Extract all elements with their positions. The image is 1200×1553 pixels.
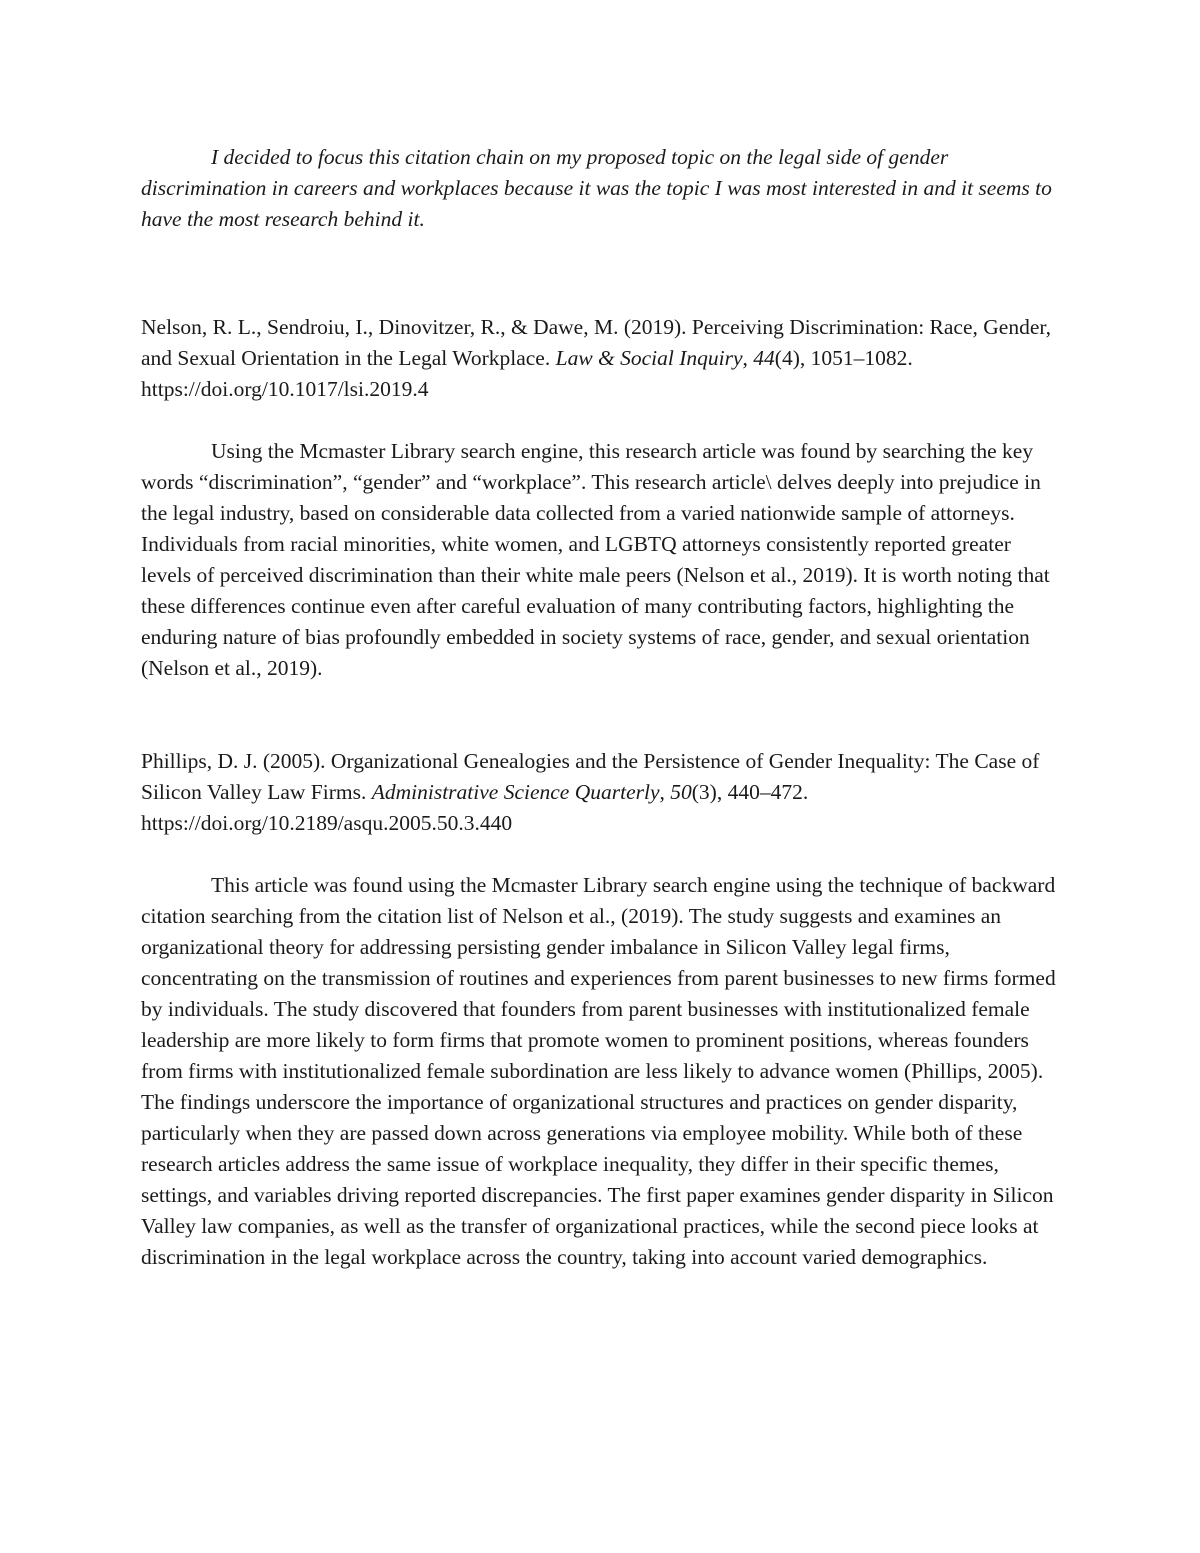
citation-authors-title: Phillips, D. J. (2005). Organizational Genealogies and the Persistence of Gender Inequality: The Case of Silicon Valley Law Firms.	[141, 749, 1040, 804]
citation-nelson-2019	[141, 312, 1061, 405]
citation-journal: Administrative Science Quarterly	[371, 780, 660, 804]
citation-phillips-2005	[141, 746, 1061, 839]
citation-issue-pages-doi: (3), 440–472. https://doi.org/10.2189/asqu.2005.50.3.440	[141, 780, 809, 835]
citation-volume: 50	[670, 780, 692, 804]
citation-issue-pages-doi: (4), 1051–1082. https://doi.org/10.1017/lsi.2019.4	[141, 346, 913, 401]
citation-volume: 44	[753, 346, 775, 370]
document-body	[141, 142, 1061, 1273]
citation-journal: Law & Social Inquiry	[555, 346, 743, 370]
citation-separator: ,	[742, 346, 754, 370]
annotation-phillips-2005: This article was found using the Mcmaster Library search engine using the technique of backward citation searching from the citation list of Nelson et al., (2019). The study suggests and examines an organizational theory for addressing persisting gender imbalance in Silicon Valley legal firms, concentrating on the transmission of routines and experiences from parent businesses to new firms formed by individuals. The study discovered that founders from parent businesses with institutionalized female leadership are more likely to form firms that promote women to prominent positions, whereas founders from firms with institutionalized female subordination are less likely to advance women (Phillips, 2005). The findings underscore the importance of organizational structures and practices on gender disparity, particularly when they are passed down across generations via employee mobility. While both of these research articles address the same issue of workplace inequality, they differ in their specific themes, settings, and variables driving reported discrepancies. The first paper examines gender disparity in Silicon Valley law companies, as well as the transfer of organizational practices, while the second piece looks at discrimination in the legal workplace across the country, taking into account varied demographics.	[141, 873, 1056, 1269]
citation-authors-title: Nelson, R. L., Sendroiu, I., Dinovitzer, R., & Dawe, M. (2019). Perceiving Discrimination: Race, Gender, and Sexual Orientation in the Legal Workplace.	[141, 315, 1052, 370]
annotation-nelson-2019: Using the Mcmaster Library search engine, this research article was found by searching the key words “discrimination”, “gender” and “workplace”. This research article\ delves deeply into prejudice in the legal industry, based on considerable data collected from a varied nationwide sample of attorneys. Individuals from racial minorities, white women, and LGBTQ attorneys consistently reported greater levels of perceived discrimination than their white male peers (Nelson et al., 2019). It is worth noting that these differences continue even after careful evaluation of many contributing factors, highlighting the enduring nature of bias profoundly embedded in society systems of race, gender, and sexual orientation (Nelson et al., 2019).	[141, 439, 1050, 680]
intro-paragraph: I decided to focus this citation chain on my proposed topic on the legal side of gender discrimination in careers and workplaces because it was the topic I was most interested in and it seems to have the most research behind it.	[141, 145, 1052, 231]
citation-separator: ,	[659, 780, 671, 804]
